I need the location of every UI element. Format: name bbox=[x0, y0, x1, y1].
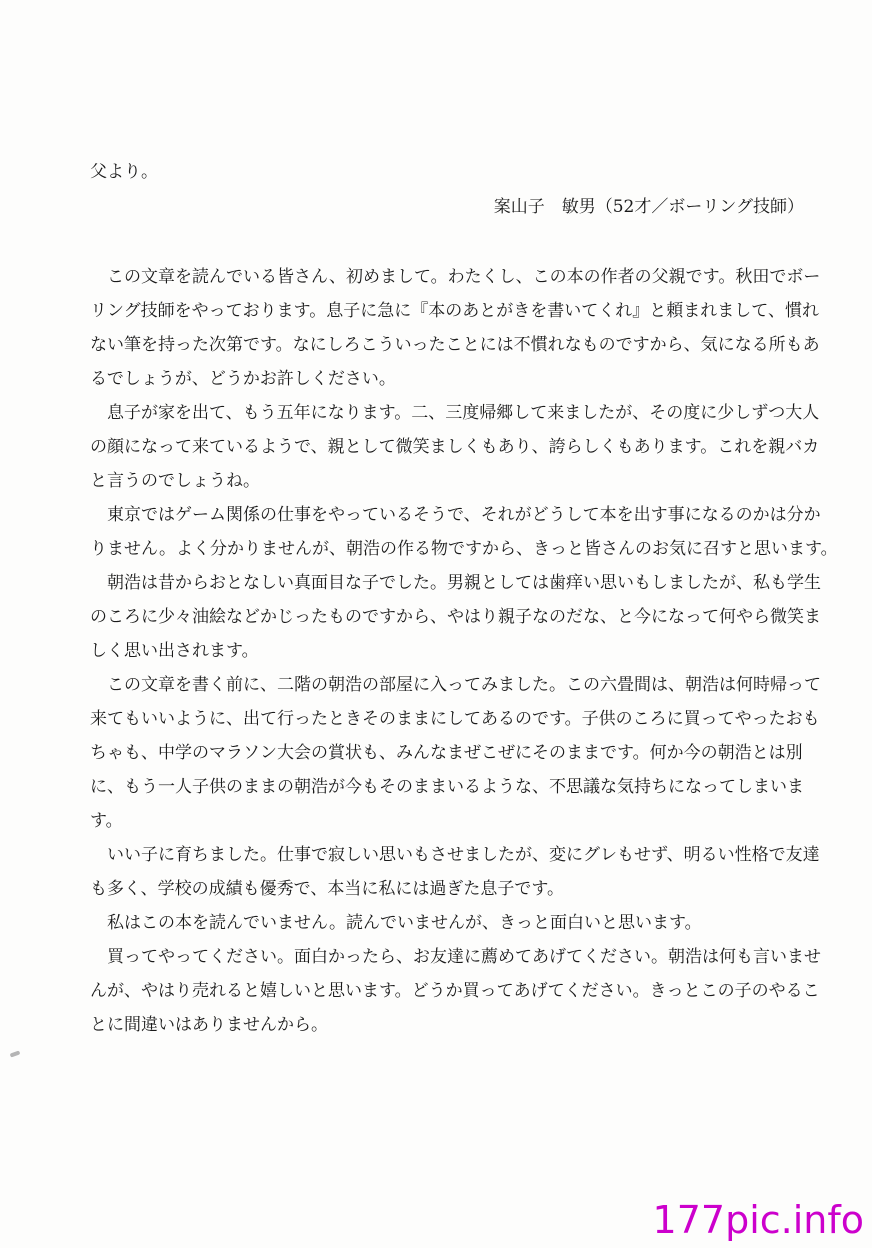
text-line: 東京ではゲーム関係の仕事をやっているそうで、それがどうして本を出す事になるのかは分か bbox=[107, 505, 821, 525]
text-line: この文章を書く前に、二階の朝浩の部屋に入ってみました。この六畳間は、朝浩は何時帰って bbox=[107, 675, 821, 695]
text-line: 私はこの本を読んでいません。読んでいませんが、きっと面白いと思います。 bbox=[107, 913, 702, 933]
text-line: とに間違いはありませんから。 bbox=[90, 1015, 328, 1035]
letter-heading: 父より。 bbox=[90, 162, 158, 182]
text-line: 朝浩は昔からおとなしい真面目な子でした。男親としては歯痒い思いもしましたが、私も学生 bbox=[107, 573, 821, 593]
text-line: んが、やはり売れると嬉しいと思います。どうか買ってあげてください。きっとこの子のやるこ bbox=[90, 981, 820, 1001]
text-line: も多く、学校の成績も優秀で、本当に私には過ぎた息子です。 bbox=[90, 879, 564, 899]
author-signature: 案山子 敏男（52才／ボーリング技師） bbox=[493, 197, 804, 217]
text-line: 買ってやってください。面白かったら、お友達に薦めてあげてください。朝浩は何も言いませ bbox=[107, 947, 821, 967]
text-line: リング技師をやっております。息子に急に『本のあとがきを書いてくれ』と頼まれまして、慣れ bbox=[90, 301, 819, 321]
text-line: ない筆を持った次第です。なにしろこういったことには不慣れなものですから、気になる所もあ bbox=[90, 335, 820, 355]
text-line: 息子が家を出て、もう五年になります。二、三度帰郷して来ましたが、その度に少しずつ大人 bbox=[107, 403, 820, 423]
text-line: のころに少々油絵などかじったものですから、やはり親子なのだな、と今になって何やら微笑ま bbox=[90, 607, 821, 627]
text-line: 来てもいいように、出て行ったときそのままにしてあるのです。子供のころに買ってやったおも bbox=[90, 709, 820, 729]
text-line: と言うのでしょうね。 bbox=[90, 471, 260, 491]
text-line: しく思い出されます。 bbox=[90, 641, 259, 661]
text-line: の顔になって来ているようで、親として微笑ましくもあり、誇らしくもあります。これを親バカ bbox=[90, 437, 820, 457]
text-line: す。 bbox=[90, 811, 123, 831]
text-line: りません。よく分かりませんが、朝浩の作る物ですから、きっと皆さんのお気に召すと思います。 bbox=[90, 539, 838, 559]
text-line: ちゃも、中学のマラソン大会の賞状も、みんなまぜこぜにそのままです。何か今の朝浩とは別 bbox=[90, 743, 803, 763]
letter-body bbox=[90, 260, 838, 1042]
site-watermark: 177pic.info bbox=[652, 1198, 864, 1242]
text-line: るでしょうが、どうかお許しください。 bbox=[90, 369, 396, 389]
scan-speck bbox=[10, 1050, 21, 1057]
text-line: いい子に育ちました。仕事で寂しい思いもさせましたが、変にグレもせず、明るい性格で友達 bbox=[107, 845, 820, 865]
text-line: この文章を読んでいる皆さん、初めまして。わたくし、この本の作者の父親です。秋田でボー bbox=[107, 267, 821, 287]
text-line: に、もう一人子供のままの朝浩が今もそのままいるような、不思議な気持ちになってしまいま bbox=[90, 777, 804, 797]
